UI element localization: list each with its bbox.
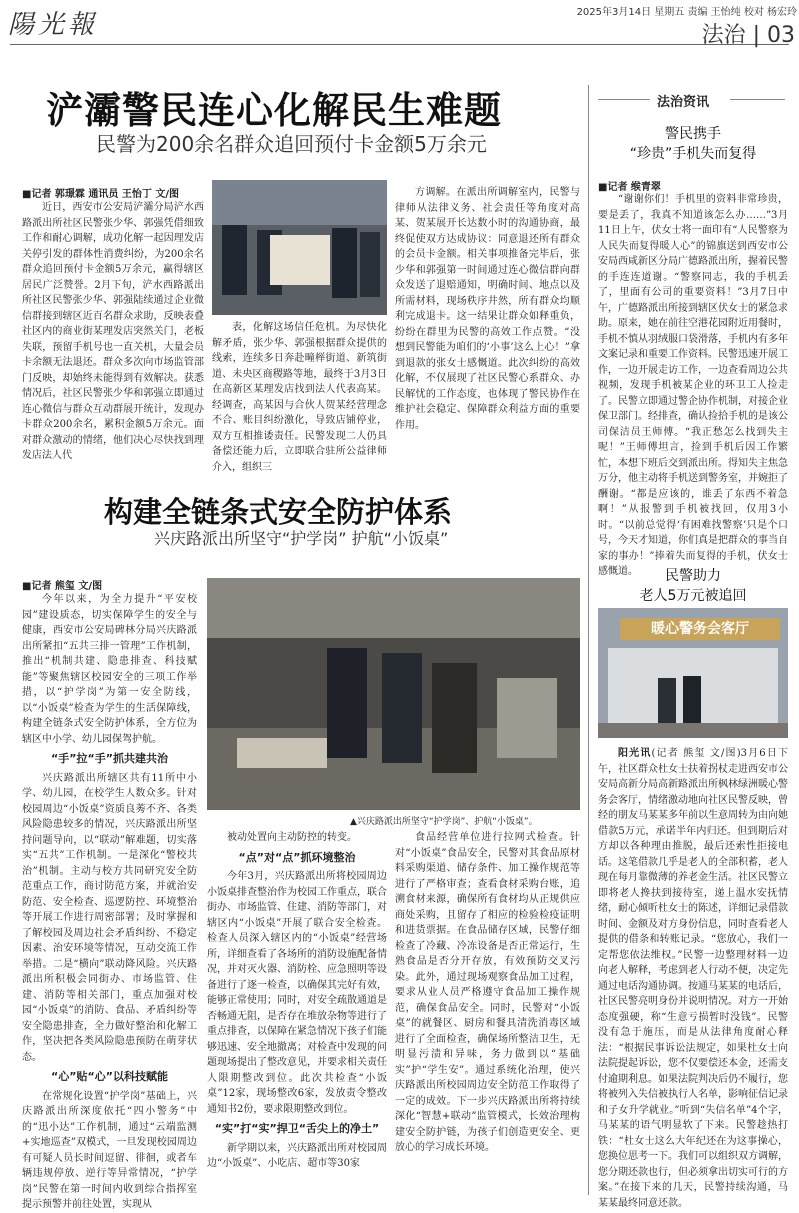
column-divider	[588, 85, 589, 1195]
newspaper-logo: 陽光報	[8, 10, 99, 40]
article1-photo	[212, 180, 387, 315]
article1-byline: ■记者 郭璟霖 通讯员 王怡丁 文/图	[22, 189, 180, 200]
article2-section-heading-1: “手”拉“手”抓共建共治	[51, 752, 168, 765]
article2-section-heading-4: “实”打“实”捍卫“舌尖上的净土”	[214, 1122, 380, 1135]
article1-subhead: 民警为200余名群众追回预付卡金额5万余元	[96, 132, 487, 156]
article2-photo-caption: ▲兴庆路派出所坚守“护学岗”、护航“小饭桌”。	[350, 817, 538, 827]
article2-headline: 构建全链条式安全防护体系	[104, 495, 453, 529]
article2-col2: 被动处置向主动防控的转变。 “点”对“点”抓环境整治 今年3月，兴庆路派出所将校园周边小饭桌排查整治作为校园工作重点，联合街办、市场监管、住建、消防等部门，对辖区内“小饭桌”开展了联合安全检查。检查人员深入辖区内的“小饭桌”经营场所，详细查看了各场所的消防设施配备情况，并对灭火器、消防栓、应急照明等设备进行了逐一检查，以确保其完好有效，能够正常使用；同时，对安全疏散通道是否畅通无阻，是否存在堆放杂物等进行了重点排查，以保障在紧急情况下孩子们能够迅速、安全地撤离；对检查中发现的问题现场提出了整改意见，并要求相关责任人限期整改到位。此次共检查“小饭桌”12家，现场整改6家，发放责令整改通知书2份，要求限期整改到位。 “实”打“实”捍卫“舌尖上的净土” 新学期以来，兴庆路派出所对校园周边“小饭桌”、小吃店、超市等30家	[207, 832, 387, 1169]
article2-section-heading-3: “点”对“点”抓环境整治	[238, 850, 356, 864]
article1-col2: 表，化解这场信任危机。为尽快化解矛盾，张少华、郭强根据群众提供的线索，连续多日奔赴疃榉街道、新筑街道、未央区商稷路等地，最终于3月3日在高新区某理发店找到法人代表高某。经调查，高某因与合伙人贺某经营理念不合、账目纠纷激化，导致店铺停业，双方互相推诿责任。民警发现二人仍具备偿还能力后，立即联合驻所公益律师介入，组织三	[212, 322, 387, 473]
article2-subhead: 兴庆路派出所坚守“护学岗” 护航“小饭桌”	[154, 529, 449, 548]
sidebar-story1-byline: ■记者 缑青翠	[598, 182, 661, 193]
article2-col1: 今年以来，为全力提升“平安校园”建设质态，切实保障学生的安全与健康，西安市公安局碑林分局兴庆路派出所紧扣“五共三排一管理”工作机制，推出“机制共建、隐患排查、科技赋能”等聚焦辖区校园安全的三项工作举措，以“护学岗”为第一安全防线，以“小饭桌”检查为学生的生活保障线，构建全链条式安全防护体系，全方位为辖区中小学、幼儿园保驾护航。 “手”拉“手”抓共建共治 兴庆路派出所辖区共有11所中小学、幼儿园，在校学生人数众多。针对校园周边“小饭桌”资质良莠不齐、各类风险隐患较多的情况，兴庆路派出所坚持问题导向，以“联动”解难题，切实落实“五共”工作机制。一是深化“警校共治”机制。主动与校方共同研究安全防范重点工作，商讨防范方案，并就治安防范、安全检查、巡逻防控、环境整治等开展工作进行周密部署；及时掌握和了解校园及周边社会矛盾纠纷、不稳定因素、治安环境等情况，互动交流工作举措。二是“横向”联动降风险。兴庆路派出所积极会同街办、市场监管、住建、消防等相关部门，重点加强对校园“小饭桌”的消防、食品、矛盾纠纷等安全隐患排查，全力做好整治和化解工作，坚决把各类风险隐患预防在萌芽状态。 “心”贴“心”以科技赋能 在常规化设置“护学岗”基础上，兴庆路派出所深度依托“四小警务”中的“迅小达”工作机制，通过“云端监测+实地巡查”双模式，一旦发现校园周边有可疑人员长时间逗留、徘徊，或者车辆违规停放、逆行等异常情况，“护学岗”民警在第一时间内收到综合指挥室提示预警并前往处置，实现从	[22, 594, 197, 1210]
column-title-rule-left	[598, 99, 650, 100]
sidebar-story2-photo	[598, 608, 788, 738]
article2-photo	[207, 578, 580, 810]
kitchen-inspection-photo	[207, 578, 580, 810]
article1-col1: 近日，西安市公安局浐灞分局浐水西路派出所社区民警张少华、郭强凭借细致工作和耐心调解，成功化解一起因理发店关停引发的群体性消费纠纷，为200余名群众追回预付卡金额5万余元，赢得辖区居民广泛赞誉。2月下旬，浐水西路派出所社区民警张少华、郭强陆续通过企业微信群接到辖区近百名群众求助，反映表叠社区内的商业街某理发店突然关门，老板失联，预留手机号也一直关机，大量会员卡余额无法退还。群众多次向市场监管部门反映，却始终未能得到有效解决。获悉情况后，社区民警张少华和郭强立即通过连心微信与群众互动群展开统计，发现办卡群众200余名，累积金额5万余元。面对群众激动的情绪，他们决心尽快找到理发店法人代	[22, 202, 204, 461]
article2-col3: 食品经营单位进行拉网式检查。针对“小饭桌”食品安全，民警对其食品原材料采购渠道、储存条件、加工操作规范等进行了严格审查；查看食材采购台账，追溯食材来源，确保所有食材均从正规供应商处采购，且留存了相应的检验检疫证明和进货票据。在食品储存区域，民警仔细检查了冷藏、冷冻设备是否正常运行，生熟食品是否分开存放，有效预防交叉污染。此外，通过现场观察食品加工过程，要求从业人员严格遵守食品加工操作规范，确保食品安全。同时，民警对“小饭桌”的就餐区、厨房和餐具清洗消毒区域进行了全面检查，确保场所整洁卫生，无明显污渍和异味，务力做到以“基础实”护“学生安”。通过系统化治理，使兴庆路派出所校园周边安全防范工作取得了一定的成效。下一步兴庆路派出所将持续深化“智慧+联动”监管模式，长效治理构建安全防护链，为孩子们创造更安全、更放心的学习成长环境。	[395, 832, 580, 1153]
sidebar-story1-body: “谢谢你们！手机里的资料非常珍贵，要是丢了，我真不知道该怎么办……”3月11日上午，伏女士将一面印有“人民警察为人民失而复得暖人心”的锦旗送到西安市公安局西咸新区分局广德路派出所，握着民警的手连连道谢。“警察同志，我的手机丢了，里面有公司的重要资料！”3月7日中午，广德路派出所接到辖区伏女士的紧急求助。原来，她在前往空港花园附近用餐时，手机不慎从羽绒服口袋滑落，手机内有多年文案记录和重要工作资料。民警迅速开展工作，一边开展走访工作，一边查看周边公共视频，发现手机被某企业的环卫工人捡走了。民警立即通过警企协作机制，对接企业保卫部门。经排查，确认捡拾手机的是该公司保洁员王师傅。“我正愁怎么找到失主呢！”王师傅坦言，捡到手机后因工作繁忙，本想下班后交到派出所。得知失主焦急万分，他主动将手机送到警务室，并婉拒了酬谢。“都是应该的，谁丢了东西不着急啊！”从报警到手机被找回，仅用3小时。“以前总觉得‘有困难找警察’只是个口号，今天才知道，你们真是把群众的事当自家的事办！”捧着失而复得的手机，伏女士感慨道。	[598, 194, 788, 577]
section-label: 法治 | 03	[701, 23, 795, 48]
sidebar-story1-title: 警民携手 “珍贵”手机失而复得	[629, 126, 757, 162]
article2-byline: ■记者 熊玺 文/图	[22, 581, 103, 592]
article1-col3: 方调解。在派出所调解室内，民警与律师从法律义务、社会责任等角度对高某、贺某展开长达数小时的沟通协商，最终促使双方达成协议：同意退还所有群众的会员卡金额。相关事项推备完毕后，张少华和郭强第一时间通过连心微信群向群众发送了退赔通知，明确时间、地点以及所需材料，现场秩序井然，所有群众均顺利完成退卡。这一结果让群众如释重负，纷纷在群里为民警的高效工作点赞。“没想到民警能为咱们的‘小事’这么上心！”拿到退款的张女士感慨道。此次纠纷的高效化解，不仅展现了社区民警心系群众、办民解忧的工作态度，也体现了警民协作在维护社会稳定、保障群众利益方面的重要作用。	[395, 187, 580, 431]
article2-section-heading-2: “心”贴“心”以科技赋能	[51, 1070, 168, 1083]
column-title-rule-right	[730, 99, 785, 100]
dateline: 2025年3月14日 星期五 责编 王怡纯 校对 杨宏玲	[576, 7, 797, 18]
sidebar-column-title: 法治资讯	[657, 95, 710, 110]
police-banner-photo	[212, 180, 387, 315]
police-station-photo	[598, 608, 788, 738]
sidebar-story2-title: 民警助力 老人5万元被追回	[639, 568, 747, 604]
article1-headline: 浐灞警民连心化解民生难题	[46, 89, 502, 132]
photo-sign: 暖心警务会客厅	[620, 618, 780, 640]
sidebar-story2-body: 阳光讯(记者 熊玺 文/图)3月6日下午，社区群众杜女士扶着拐杖走进西安市公安局高新分局高新路派出所枫林绿洲暖心警务会客厅，情绪激动地向社区民警反映，曾经的朋友马某某多年前以生意周转为由向她借款5万元，承诺半年内归还。但到期后对方却以各种理由推脱，最后还索性拒接电话。这笔借款几乎是老人的全部积蓄，老人现在每月靠微薄的养老金生活。社区民警立即将老人搀扶到接待室，递上温水安抚情绪，耐心倾听杜女士的陈述，详细记录借款时间、金额及对方身份信息，同时查看老人提供的借条和转账记录。“您放心，我们一定帮您依法维权。”民警一边整理材料一边向老人解释，考虑到老人行动不便，决定先通过电话沟通协调。按通马某某的电话后，社区民警亮明身份并说明情况。对方一开始态度强硬，称“生意亏损暂时没钱”。民警没有急于施压，而是从法律角度耐心释法：“根据民事诉讼法规定，如果杜女士向法院提起诉讼，您不仅要偿还本金，还需支付逾期利息。如果法院判决后仍不履行，您将被列入失信被执行人名单，影响征信记录和子女升学就业。”听到“失信名单”4个字，马某某的语气明显软了下来。民警趁热打铁：“杜女士这么大年纪还在为这事操心，您换位思考一下。我们可以组织双方调解，您分期还款也行，但必须拿出切实可行的方案。”在接下来的几天，民警持续沟通，马某某最终同意还款。	[598, 748, 788, 1209]
